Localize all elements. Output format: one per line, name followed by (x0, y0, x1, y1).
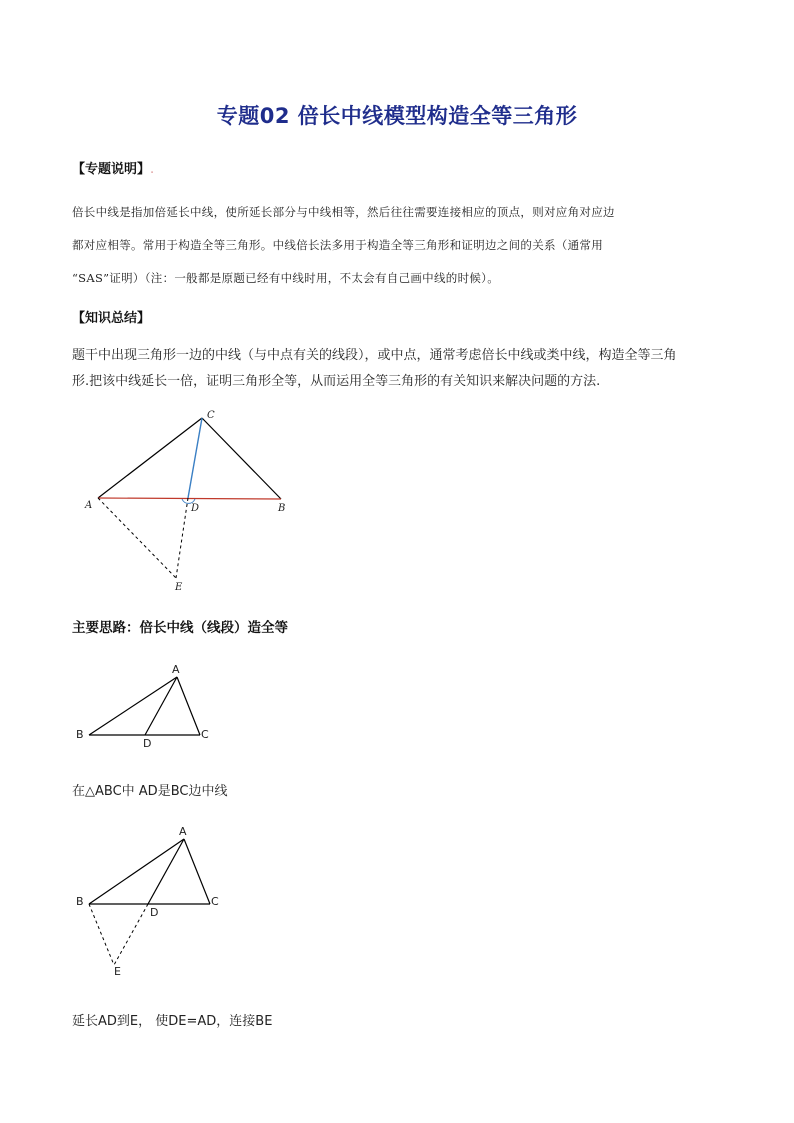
label-d: D (150, 906, 159, 919)
summary-line-2: 形.把该中线延长一倍，证明三角形全等，从而运用全等三角形的有关知识来解决问题的方法. (72, 374, 601, 389)
label-c: C (211, 895, 219, 908)
label-a: A (85, 500, 93, 511)
figure-2 (76, 663, 209, 750)
section-label: 【专题说明】 (72, 162, 151, 177)
segment-ad (145, 677, 177, 735)
label-e: E (114, 965, 121, 978)
segment-ac (98, 418, 202, 498)
segment-ac (177, 677, 200, 735)
label-b: B (76, 895, 84, 908)
label-b: B (76, 728, 84, 741)
segment-cb (202, 418, 281, 499)
section-header-summary: 【知识总结】 (72, 311, 151, 326)
figure-3-caption: 延长AD到E， 使DE=AD，连接BE (72, 1014, 273, 1029)
intro-line-3: “SAS”证明）（注：一般都是原题已经有中线时用，不太会有自己画中线的时候）。 (72, 271, 500, 285)
label-d: D (191, 503, 200, 514)
label-c: C (201, 728, 209, 741)
figure-1 (84, 410, 285, 593)
label-a: A (172, 663, 180, 676)
segment-ae (98, 498, 176, 578)
label-b: B (278, 503, 286, 514)
segment-ba (89, 839, 184, 904)
segment-de (114, 904, 148, 965)
segment-ba (89, 677, 177, 735)
segment-ad (148, 839, 184, 904)
label-e: E (175, 582, 183, 593)
segment-ab (98, 498, 281, 499)
main-idea-heading: 主要思路：倍长中线（线段）造全等 (72, 620, 288, 636)
summary-line-1: 题干中出现三角形一边的中线（与中点有关的线段），或中点，通常考虑倍长中线或类中线，构造全等三角 (72, 348, 677, 363)
intro-line-2: 都对应相等。常用于构造全等三角形。中线倍长法多用于构造全等三角形和证明边之间的关系（通常用 (72, 238, 603, 252)
label-a: A (179, 825, 187, 838)
label-c: C (207, 410, 215, 421)
segment-ac (184, 839, 210, 904)
label-d: D (143, 737, 152, 750)
intro-line-1: 倍长中线是指加倍延长中线，使所延长部分与中线相等，然后往往需要连接相应的顶点，则对应角对应边 (72, 205, 615, 219)
figure-3 (76, 825, 219, 978)
figure-2-caption: 在△ABC中 AD是BC边中线 (72, 784, 228, 799)
segment-cd (188, 418, 202, 498)
segment-be (89, 904, 114, 965)
segment-de (176, 498, 188, 578)
page-title: 专题02 倍长中线模型构造全等三角形 (216, 104, 578, 128)
section-dot: . (150, 162, 155, 177)
